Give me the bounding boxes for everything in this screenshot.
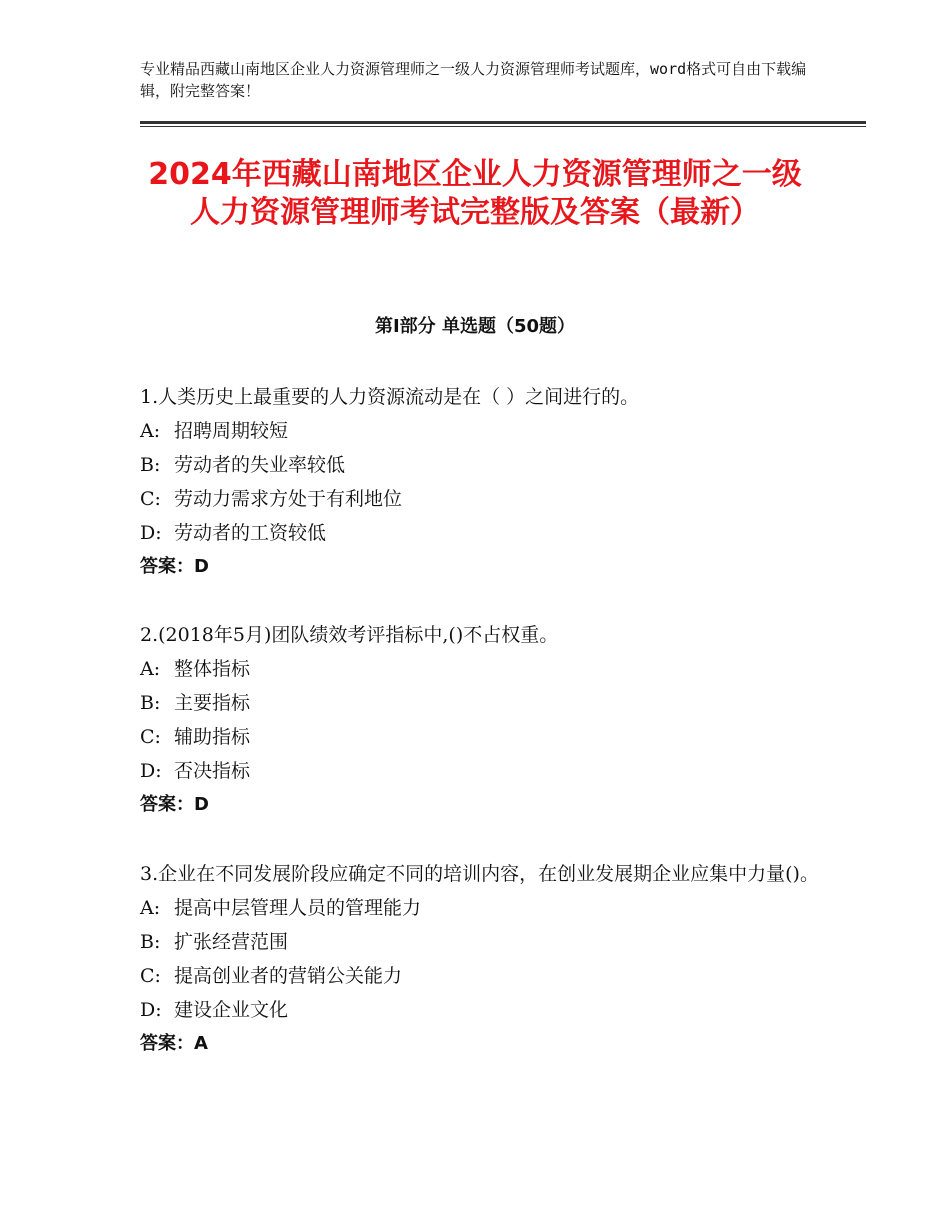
option-c bbox=[140, 482, 820, 516]
answer-line bbox=[140, 788, 820, 822]
option-letter: C: bbox=[140, 488, 161, 510]
answer-line bbox=[140, 550, 820, 584]
option-text: 建设企业文化 bbox=[174, 999, 289, 1021]
question-1 bbox=[140, 380, 820, 584]
option-letter: A: bbox=[140, 420, 161, 442]
option-text: 劳动者的工资较低 bbox=[174, 522, 327, 544]
option-letter: A: bbox=[140, 658, 161, 680]
answer-line bbox=[140, 1027, 820, 1061]
document-title: 2024年西藏山南地区企业人力资源管理师之一级人力资源管理师考试完整版及答案（最新） bbox=[148, 157, 802, 230]
option-letter: B: bbox=[140, 931, 161, 953]
question-stem: 1.人类历史上最重要的人力资源流动是在（ ）之间进行的。 bbox=[140, 386, 640, 408]
option-b bbox=[140, 925, 820, 959]
option-c bbox=[140, 720, 820, 754]
option-text: 劳动者的失业率较低 bbox=[174, 454, 346, 476]
option-d bbox=[140, 516, 820, 550]
header-note: 专业精品西藏山南地区企业人力资源管理师之一级人力资源管理师考试题库，word格式可自由下载编辑，附完整答案！ bbox=[140, 60, 807, 100]
question-2 bbox=[140, 618, 820, 822]
option-text: 招聘周期较短 bbox=[174, 420, 289, 442]
option-c bbox=[140, 959, 820, 993]
option-letter: A: bbox=[140, 897, 161, 919]
header-rule-thick bbox=[140, 121, 866, 124]
answer-label: 答案： bbox=[140, 1033, 194, 1054]
answer-value: D bbox=[194, 794, 209, 815]
option-letter: D: bbox=[140, 999, 162, 1021]
option-text: 劳动力需求方处于有利地位 bbox=[174, 488, 403, 510]
option-b bbox=[140, 686, 820, 720]
option-letter: B: bbox=[140, 454, 161, 476]
option-letter: C: bbox=[140, 726, 161, 748]
option-a bbox=[140, 414, 820, 448]
option-d bbox=[140, 754, 820, 788]
answer-label: 答案： bbox=[140, 794, 194, 815]
answer-label: 答案： bbox=[140, 556, 194, 577]
question-stem: 3.企业在不同发展阶段应确定不同的培训内容，在创业发展期企业应集中力量()。 bbox=[140, 863, 819, 885]
option-a bbox=[140, 652, 820, 686]
option-b bbox=[140, 448, 820, 482]
section-title: 第Ⅰ部分 单选题（50题） bbox=[374, 316, 575, 337]
option-d bbox=[140, 993, 820, 1027]
answer-value: A bbox=[194, 1033, 208, 1054]
option-text: 扩张经营范围 bbox=[174, 931, 289, 953]
option-text: 提高创业者的营销公关能力 bbox=[174, 965, 403, 987]
option-text: 辅助指标 bbox=[174, 726, 251, 748]
option-a bbox=[140, 891, 820, 925]
option-text: 提高中层管理人员的管理能力 bbox=[174, 897, 422, 919]
option-letter: D: bbox=[140, 522, 162, 544]
header-rule-thin bbox=[140, 126, 866, 127]
option-text: 否决指标 bbox=[174, 760, 251, 782]
option-text: 主要指标 bbox=[174, 692, 251, 714]
question-stem: 2.(2018年5月)团队绩效考评指标中,()不占权重。 bbox=[140, 624, 559, 646]
question-3 bbox=[140, 857, 820, 1061]
option-letter: B: bbox=[140, 692, 161, 714]
option-text: 整体指标 bbox=[174, 658, 251, 680]
answer-value: D bbox=[194, 556, 209, 577]
option-letter: C: bbox=[140, 965, 161, 987]
option-letter: D: bbox=[140, 760, 162, 782]
